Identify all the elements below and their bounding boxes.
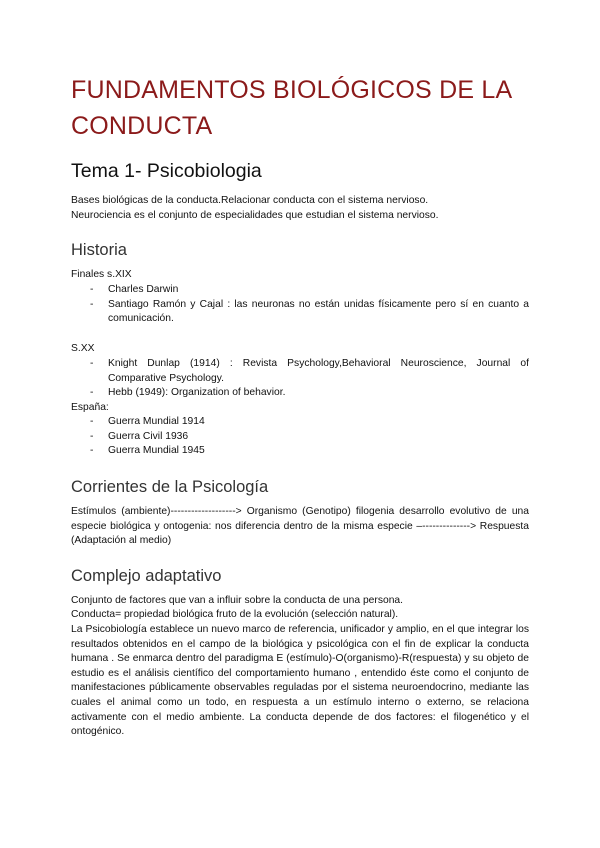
list-dash: - bbox=[90, 298, 94, 310]
list-item: - Knight Dunlap (1914) : Revista Psychology,Behavioral Neuroscience, Journal of Comparative Psychology. bbox=[90, 358, 529, 384]
list-item: - Guerra Civil 1936 bbox=[71, 430, 529, 445]
list-item: - Guerra Mundial 1914 bbox=[71, 415, 529, 430]
corrientes-paragraph: Estímulos (ambiente)-------------------> Organismo (Genotipo) filogenia desarrollo evolutivo de una especie biológica y ontogenia: nos diferencia dentro de la misma especie –--------------> Respuesta (Adaptación al medio) bbox=[71, 506, 529, 547]
list-item: - Santiago Ramón y Cajal : las neuronas no están unidas físicamente pero sí en cuanto a comunicación. bbox=[90, 298, 529, 325]
list-item: - Guerra Mundial 1945 bbox=[71, 444, 529, 459]
document-title: FUNDAMENTOS BIOLÓGICOS DE LA CONDUCTA bbox=[71, 76, 511, 140]
list-item: - Charles Darwin bbox=[71, 283, 529, 298]
list-item: - Hebb (1949): Organization of behavior. bbox=[71, 386, 529, 401]
historia-heading: Historia bbox=[71, 241, 127, 259]
complejo-heading: Complejo adaptativo bbox=[71, 567, 222, 585]
list-dash: - bbox=[90, 358, 94, 369]
group-label: España: bbox=[71, 402, 109, 413]
espana-list bbox=[71, 415, 529, 459]
list-dash: - bbox=[90, 430, 94, 442]
complejo-line: Conducta= propiedad biológica fruto de la evolución (selección natural). bbox=[71, 609, 399, 620]
finales-xix-list bbox=[71, 283, 529, 327]
list-dash: - bbox=[90, 416, 94, 427]
group-label: S.XX bbox=[71, 343, 95, 354]
group-label: Finales s.XIX bbox=[71, 269, 132, 280]
intro-line: Neurociencia es el conjunto de especialidades que estudian el sistema nervioso. bbox=[71, 210, 439, 221]
complejo-line: Conjunto de factores que van a influir sobre la conducta de una persona. bbox=[71, 595, 404, 606]
sxx-list bbox=[71, 357, 529, 401]
complejo-paragraph: La Psicobiología establece un nuevo marco de referencia, unificador y amplio, en el que integrar los resultados obtenidos en el campo de la biológica y psicológica con el fin de explicar la conducta humana . Se enmarca dentro del paradigma E (estímulo)-O(organismo)-R(respuesta) y su objeto de estudio es el análisis científico del comportamiento humano , entendido éste como el conjunto de manifestaciones públicamente observables reguladas por el sistema neuroendocrino, mediante las cuales el animal como un todo, en respuesta a un estímulo interno o externo, se relaciona activamente con el medio ambiente. La conducta depende de dos factores: el filogenético y el ontogénico. bbox=[71, 624, 529, 738]
list-dash: - bbox=[90, 387, 94, 399]
intro-line: Bases biológicas de la conducta.Relacionar conducta con el sistema nervioso. bbox=[71, 195, 429, 206]
list-dash: - bbox=[90, 445, 94, 457]
corrientes-heading: Corrientes de la Psicología bbox=[71, 478, 269, 496]
list-dash: - bbox=[90, 284, 94, 295]
tema-heading: Tema 1- Psicobiologia bbox=[71, 160, 262, 182]
